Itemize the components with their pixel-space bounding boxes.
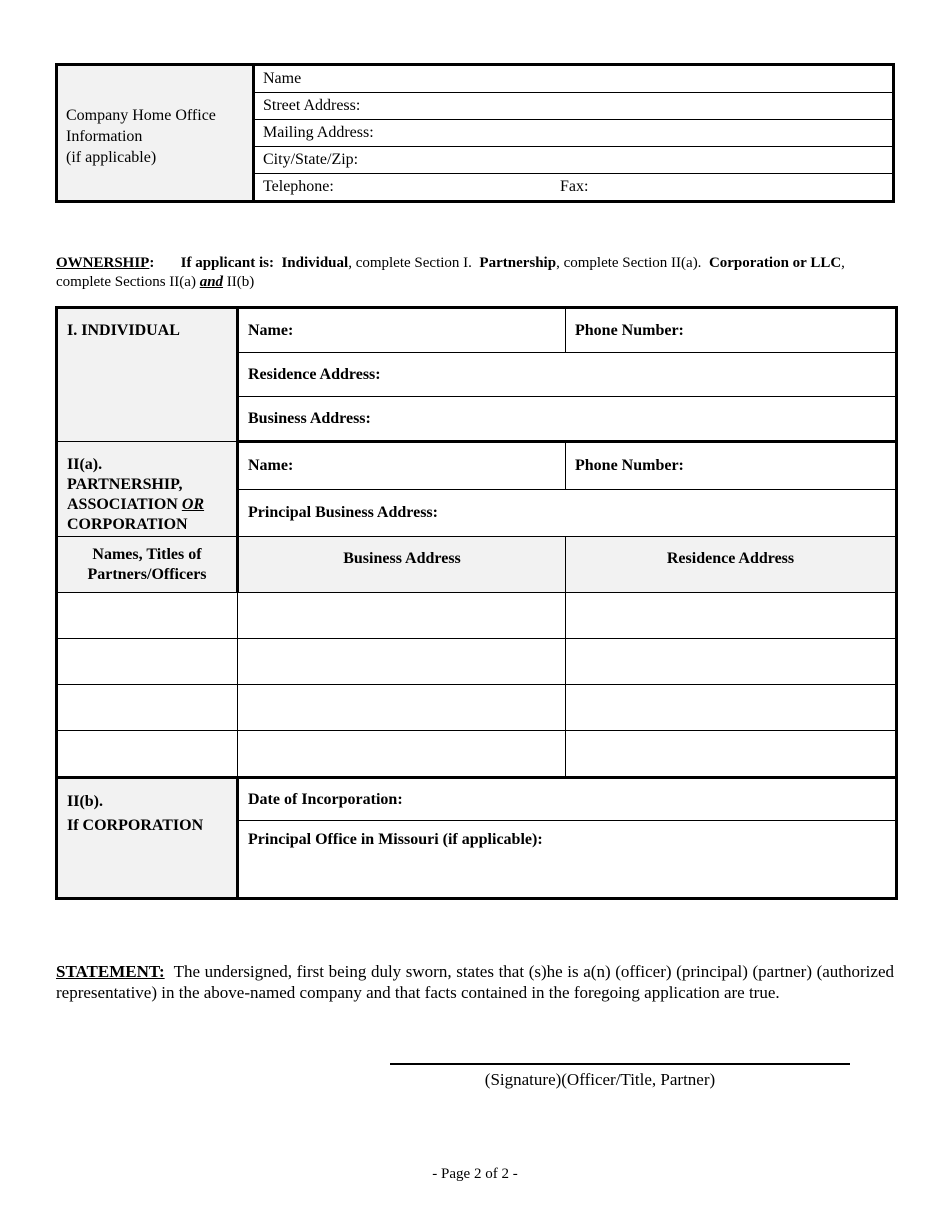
individual-residence-field[interactable] (238, 353, 897, 397)
names-header-line: Names, Titles of (92, 545, 202, 563)
date-of-incorporation-label: Date of Incorporation: (248, 790, 403, 808)
section-2a-or: OR (181, 496, 205, 513)
officer-business-cell[interactable] (238, 639, 566, 685)
individual-phone-field[interactable] (566, 308, 897, 353)
ownership-individual: Individual (281, 255, 349, 271)
section-2a-heading: ASSOCIATION (67, 496, 178, 513)
telephone-label: Telephone: (263, 178, 334, 195)
partnership-phone-field[interactable] (566, 442, 897, 490)
principal-business-address-label: Principal Business Address: (248, 504, 438, 521)
principal-office-missouri-field[interactable] (238, 821, 897, 899)
home-office-label-line: Information (66, 127, 143, 145)
home-office-name-field[interactable] (254, 65, 894, 93)
fax-label: Fax: (560, 178, 589, 195)
home-office-label-line: Company Home Office (66, 106, 216, 124)
officer-name-cell[interactable] (57, 639, 238, 685)
name-label: Name: (248, 457, 294, 474)
home-office-phone-fax-field[interactable] (254, 174, 894, 202)
signature-line[interactable] (390, 1063, 850, 1065)
home-office-table (55, 63, 895, 203)
table-row (57, 639, 897, 685)
statement-heading: STATEMENT: (56, 962, 165, 981)
officer-residence-cell[interactable] (566, 639, 897, 685)
city-state-zip-label: City/State/Zip: (263, 151, 359, 168)
ownership-text: , complete Section II(a). (556, 255, 702, 271)
ownership-text: , complete Sections II(a) (56, 255, 845, 290)
ownership-heading: OWNERSHIP (56, 255, 150, 271)
ownership-text: , complete Section I. (348, 255, 472, 271)
phone-label: Phone Number: (575, 321, 684, 339)
home-office-street-field[interactable] (254, 93, 894, 120)
statement-text: The undersigned, first being duly sworn, states that (s)he is a(n) (officer) (principal) (partner) (authorized representative) in the above-named company and that facts contained in the foregoing application are true. (56, 962, 894, 1002)
name-label: Name: (248, 321, 294, 339)
ownership-instructions (56, 254, 896, 292)
home-office-label (57, 65, 254, 202)
officer-business-cell[interactable] (238, 685, 566, 731)
business-address-header: Business Address (343, 550, 461, 567)
statement-paragraph (56, 961, 894, 1003)
officer-residence-cell[interactable] (566, 685, 897, 731)
officer-name-cell[interactable] (57, 593, 238, 639)
home-office-mailing-field[interactable] (254, 120, 894, 147)
section-2a-heading: CORPORATION (67, 516, 188, 533)
section-corporation-label (57, 778, 238, 899)
ownership-colon: : (149, 255, 155, 271)
column-header-residence (566, 537, 897, 593)
principal-office-label: Principal Office in Missouri (if applicable): (248, 831, 543, 848)
officer-name-cell[interactable] (57, 731, 238, 778)
ownership-partnership: Partnership (479, 255, 557, 271)
officer-residence-cell[interactable] (566, 731, 897, 778)
individual-name-field[interactable] (238, 308, 566, 353)
officer-business-cell[interactable] (238, 731, 566, 778)
mailing-address-label: Mailing Address: (263, 124, 374, 141)
business-address-label: Business Address: (248, 409, 371, 427)
individual-business-field[interactable] (238, 397, 897, 442)
ownership-and: and (199, 274, 224, 290)
home-office-label-line: (if applicable) (66, 148, 157, 166)
partnership-principal-address-field[interactable] (238, 490, 897, 537)
officer-name-cell[interactable] (57, 685, 238, 731)
home-office-city-field[interactable] (254, 147, 894, 174)
name-label: Name (263, 70, 302, 87)
street-address-label: Street Address: (263, 97, 361, 114)
ownership-if-applicant: If applicant is: (180, 255, 274, 271)
section-2a-heading: II(a). (67, 456, 103, 473)
ownership-corporation: Corporation or LLC (708, 255, 842, 271)
ownership-text: II(b) (226, 274, 255, 290)
section-2b-heading: II(b). (67, 793, 104, 810)
section-individual-label (57, 308, 238, 442)
officer-residence-cell[interactable] (566, 593, 897, 639)
table-row (57, 685, 897, 731)
column-header-business (238, 537, 566, 593)
date-of-incorporation-field[interactable] (238, 778, 897, 821)
residence-address-header: Residence Address (666, 550, 795, 567)
column-header-names (57, 537, 238, 593)
section-2b-heading: If CORPORATION (67, 817, 204, 834)
page-number: - Page 2 of 2 - (432, 1166, 518, 1182)
partnership-name-field[interactable] (238, 442, 566, 490)
table-row (57, 593, 897, 639)
signature-label: (Signature)(Officer/Title, Partner) (484, 1070, 716, 1089)
ownership-table (55, 306, 898, 900)
residence-address-label: Residence Address: (248, 365, 381, 383)
individual-heading: I. INDIVIDUAL (67, 322, 180, 339)
officer-business-cell[interactable] (238, 593, 566, 639)
section-2a-heading: PARTNERSHIP, (67, 476, 183, 493)
section-partnership-label (57, 442, 238, 537)
table-row (57, 731, 897, 778)
phone-label: Phone Number: (575, 457, 684, 474)
names-header-line: Partners/Officers (87, 565, 207, 583)
